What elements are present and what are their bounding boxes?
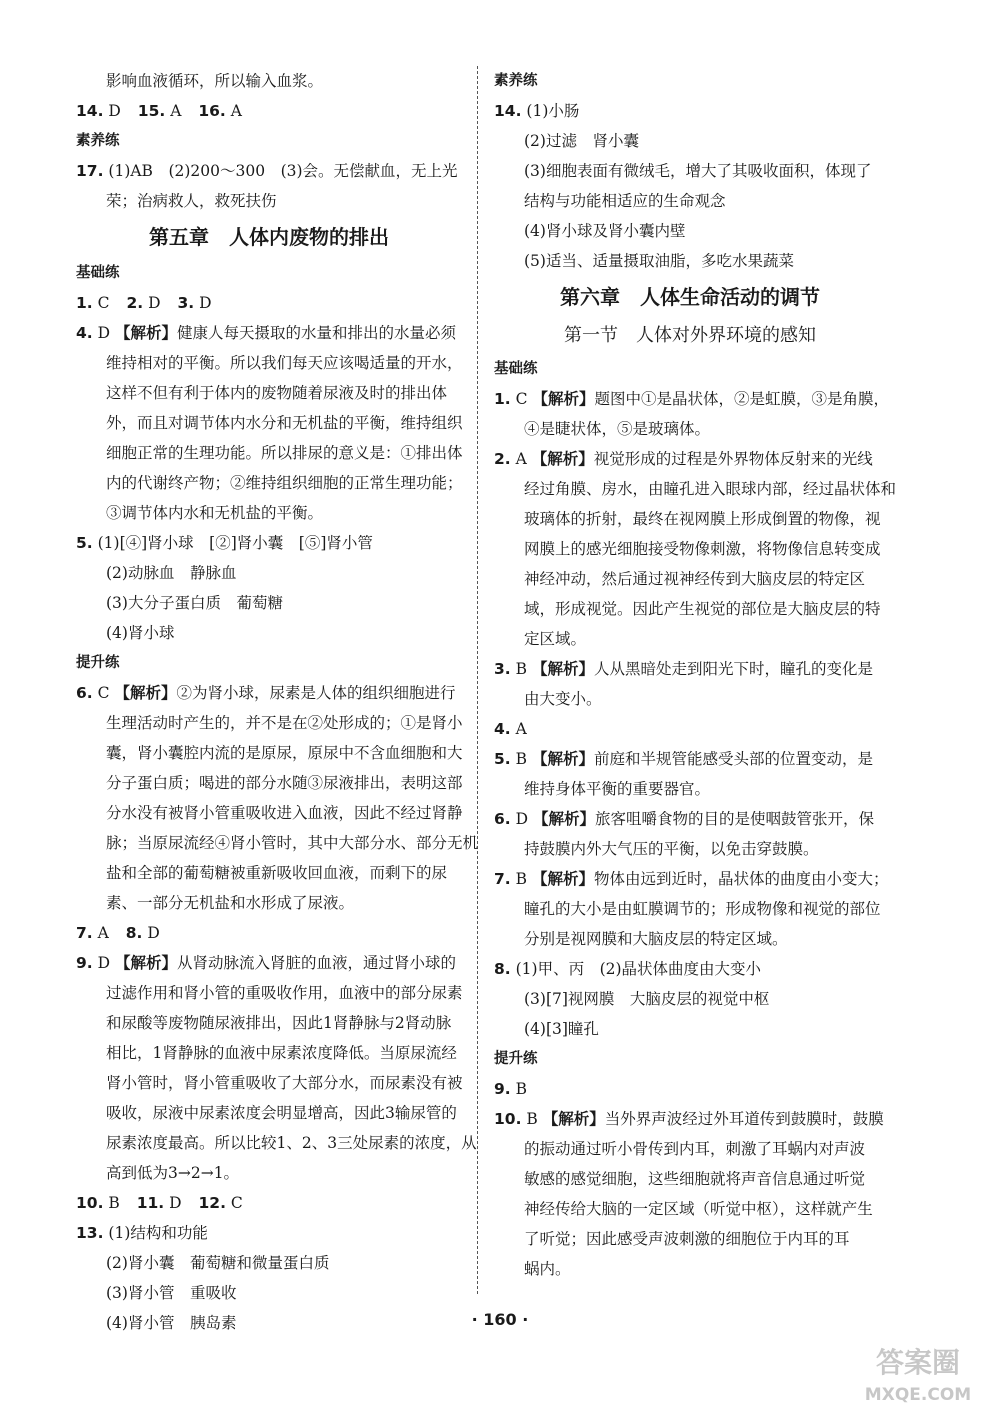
question-number: 7. <box>76 924 93 942</box>
chapter-title: 第五章 人体内废物的排出 <box>149 225 389 249</box>
text-line: 盐和全部的葡萄糖被重新吸收回血液，而剩下的尿 <box>106 864 448 882</box>
text-line: (4)肾小管 胰岛素 <box>106 1314 237 1332</box>
text-line: 网膜上的感光细胞接受物像刺激，将物像信息转变成 <box>524 540 881 558</box>
question-number: 6. <box>76 684 93 702</box>
answer-line <box>76 678 462 708</box>
answer-line <box>76 1188 462 1218</box>
question-number: 3. <box>494 660 511 678</box>
answer-line <box>494 96 886 126</box>
analysis-text: 人从黑暗处走到阳光下时，瞳孔的变化是 <box>593 660 873 678</box>
analysis-label: 【解析】 <box>533 810 596 828</box>
text-line: 影响血液循环，所以输入血浆。 <box>106 72 324 90</box>
text-line: 和尿酸等废物随尿液排出，因此1肾静脉与2肾动脉 <box>106 1014 452 1032</box>
text-line: 神经冲动，然后通过视神经传到大脑皮层的特定区 <box>524 570 866 588</box>
answer-text: (1)结构和功能 <box>108 1224 208 1242</box>
answer-line <box>494 1104 886 1134</box>
text-line: 肾小管时，肾小管重吸收了大部分水，而尿素没有被 <box>106 1074 463 1092</box>
section-heading: 素养练 <box>494 73 538 89</box>
section-heading: 提升练 <box>76 655 120 671</box>
analysis-text: 前庭和半规管能感受头部的位置变动，是 <box>593 750 873 768</box>
text-line: 这样不但有利于体内的废物随着尿液及时的排出体 <box>106 384 448 402</box>
text-line: 高到低为3→2→1。 <box>106 1164 240 1182</box>
answer: B <box>108 1194 120 1212</box>
text-line: 结构与功能相适应的生命观念 <box>524 192 726 210</box>
question-number: 7. <box>494 870 511 888</box>
text-line: 相比，1肾静脉的血液中尿素浓度降低。当原尿流经 <box>106 1044 457 1062</box>
answer: A <box>515 720 527 738</box>
question-number: 9. <box>76 954 93 972</box>
text-line: 过滤作用和肾小管的重吸收作用，血液中的部分尿素 <box>106 984 463 1002</box>
question-number: 5. <box>494 750 511 768</box>
answer: A <box>515 450 527 468</box>
text-line: 维持身体平衡的重要器官。 <box>524 780 711 798</box>
analysis-text: 旅客咀嚼食物的目的是使咽鼓管张开，保 <box>595 810 875 828</box>
section-heading: 基础练 <box>494 361 538 377</box>
analysis-label: 【解析】 <box>115 954 178 972</box>
section-heading: 基础练 <box>76 265 120 281</box>
section-title: 第一节 人体对外界环境的感知 <box>564 325 816 346</box>
question-number: 15. <box>137 102 166 120</box>
watermark-logo <box>848 1338 988 1410</box>
question-number: 4. <box>494 720 511 738</box>
analysis-label: 【解析】 <box>542 1110 605 1128</box>
text-line: 荣；治病救人，救死扶伤 <box>106 192 277 210</box>
text-line: 神经传给大脑的一定区域（听觉中枢），这样就产生 <box>524 1200 873 1218</box>
text-line: (3)细胞表面有微绒毛，增大了其吸收面积，体现了 <box>524 162 872 180</box>
text-line: 分别是视网膜和大脑皮层的特定区域。 <box>524 930 788 948</box>
answer-line <box>494 804 886 834</box>
text-line: ③调节体内水和无机盐的平衡。 <box>106 504 324 522</box>
question-number: 9. <box>494 1080 511 1098</box>
page-number: · 160 · <box>471 1310 529 1329</box>
analysis-text: 当外界声波经过外耳道传到鼓膜时，鼓膜 <box>604 1110 884 1128</box>
svg-text:答案圈: 答案圈 <box>875 1346 961 1379</box>
answer-line <box>76 1218 462 1248</box>
right-column <box>494 66 897 1284</box>
answer: D <box>97 954 111 972</box>
answer: B <box>515 1080 528 1098</box>
svg-text:MXQE.COM: MXQE.COM <box>864 1385 972 1405</box>
analysis-text: ②为肾小球，尿素是人体的组织细胞进行 <box>176 684 456 702</box>
analysis-label: 【解析】 <box>532 390 595 408</box>
answer: A <box>97 924 109 942</box>
answer-line <box>76 156 462 186</box>
left-column <box>76 66 479 1338</box>
answer-line <box>494 654 886 684</box>
question-number: 17. <box>76 162 104 180</box>
answer: B <box>515 660 528 678</box>
text-line: 敏感的感觉细胞，这些细胞就将声音信息通过听觉 <box>524 1170 866 1188</box>
analysis-label: 【解析】 <box>531 750 594 768</box>
answer: D <box>515 810 529 828</box>
answer-line <box>494 1074 886 1104</box>
answer-text: (1)甲、丙 (2)晶状体曲度由大变小 <box>515 960 762 978</box>
question-number: 3. <box>177 294 195 312</box>
answer-line <box>494 384 889 414</box>
question-number: 8. <box>494 960 511 978</box>
question-number: 6. <box>494 810 511 828</box>
analysis-label: 【解析】 <box>531 870 594 888</box>
answer: D <box>169 1194 182 1212</box>
text-line: (2)肾小囊 葡萄糖和微量蛋白质 <box>106 1254 330 1272</box>
question-number: 12. <box>198 1194 226 1212</box>
analysis-label: 【解析】 <box>531 450 594 468</box>
section-heading: 素养练 <box>76 133 120 149</box>
answer: A <box>170 102 182 120</box>
text-line: 经过角膜、房水，由瞳孔进入眼球内部，经过晶状体和 <box>524 480 897 498</box>
answer-line <box>76 318 462 348</box>
text-line: 囊，肾小囊腔内流的是原尿，原尿中不含血细胞和大 <box>106 744 463 762</box>
answer-line <box>494 954 886 984</box>
analysis-text: 从肾动脉流入肾脏的血液，通过肾小球的 <box>177 954 457 972</box>
text-line: 玻璃体的折射，最终在视网膜上形成倒置的物像，视 <box>524 510 881 528</box>
watermark-icon <box>848 1338 988 1410</box>
answer: B <box>515 870 528 888</box>
analysis-text: 题图中①是晶状体，②是虹膜，③是角膜， <box>594 390 889 408</box>
question-number: 14. <box>494 102 522 120</box>
text-line: 脉；当原尿流经④肾小管时，其中大部分水、部分无机 <box>106 834 479 852</box>
question-number: 14. <box>76 102 104 120</box>
text-line: 分水没有被肾小管重吸收进入血液，因此不经过肾静 <box>106 804 463 822</box>
text-line: 的振动通过听小骨传到内耳，刺激了耳蜗内对声波 <box>524 1140 866 1158</box>
answer-line <box>76 528 462 558</box>
column-divider <box>477 66 478 1294</box>
text-line: 域，形成视觉。因此产生视觉的部位是大脑皮层的特 <box>524 600 881 618</box>
question-number: 5. <box>76 534 93 552</box>
text-line: (3)肾小管 重吸收 <box>106 1284 237 1302</box>
analysis-text: 健康人每天摄取的水量和排出的水量必须 <box>177 324 457 342</box>
text-line: 外，而且对调节体内水分和无机盐的平衡，维持组织 <box>106 414 463 432</box>
answer-line <box>76 288 462 318</box>
analysis-label: 【解析】 <box>531 660 594 678</box>
question-number: 11. <box>136 1194 165 1212</box>
text-line: 吸收，尿液中尿素浓度会明显增高，因此3输尿管的 <box>106 1104 457 1122</box>
text-line: 瞳孔的大小是由虹膜调节的；形成物像和视觉的部位 <box>524 900 881 918</box>
analysis-text: 物体由远到近时，晶状体的曲度由小变大； <box>593 870 889 888</box>
question-number: 10. <box>76 1194 104 1212</box>
answer-line <box>494 864 889 894</box>
question-number: 13. <box>76 1224 104 1242</box>
text-line: (2)动脉血 静脉血 <box>106 564 237 582</box>
text-line: (2)过滤 肾小囊 <box>524 132 639 150</box>
text-line: 分子蛋白质；喝进的部分水随③尿液排出，表明这部 <box>106 774 463 792</box>
question-number: 1. <box>494 390 511 408</box>
text-line: (4)[3]瞳孔 <box>524 1020 599 1038</box>
question-number: 10. <box>494 1110 522 1128</box>
answer: C <box>515 390 528 408</box>
answer: C <box>97 684 110 702</box>
answer-line <box>76 948 462 978</box>
question-number: 1. <box>76 294 93 312</box>
question-number: 16. <box>198 102 226 120</box>
text-line: 生理活动时产生的，并不是在②处形成的；①是肾小 <box>106 714 463 732</box>
analysis-text: 视觉形成的过程是外界物体反射来的光线 <box>593 450 873 468</box>
answer: C <box>230 1194 243 1212</box>
text-line: (4)肾小球及肾小囊内壁 <box>524 222 686 240</box>
text-line: 细胞正常的生理功能。所以排尿的意义是：①排出体 <box>106 444 463 462</box>
text-line: 蜗内。 <box>524 1260 571 1278</box>
answer: B <box>526 1110 538 1128</box>
question-number: 2. <box>126 294 144 312</box>
answer: A <box>230 102 242 120</box>
question-number: 8. <box>125 924 143 942</box>
answer-line <box>494 714 886 744</box>
answer: D <box>147 924 160 942</box>
answer: C <box>97 294 110 312</box>
text-line: (4)肾小球 <box>106 624 175 642</box>
text-line: 内的代谢终产物；②维持组织细胞的正常生理功能； <box>106 474 463 492</box>
answer-line <box>494 444 886 474</box>
text-line: 素、一部分无机盐和水形成了尿液。 <box>106 894 355 912</box>
text-line: 尿素浓度最高。所以比较1、2、3三处尿素的浓度，从 <box>106 1134 477 1152</box>
answer-line <box>76 918 462 948</box>
question-number: 4. <box>76 324 93 342</box>
analysis-label: 【解析】 <box>115 324 178 342</box>
chapter-title: 第六章 人体生命活动的调节 <box>560 285 820 309</box>
text-line: 由大变小。 <box>524 690 602 708</box>
answer-line <box>76 96 462 126</box>
question-number: 2. <box>494 450 511 468</box>
text-line: (3)大分子蛋白质 葡萄糖 <box>106 594 283 612</box>
analysis-label: 【解析】 <box>114 684 177 702</box>
text-line: (3)[7]视网膜 大脑皮层的视觉中枢 <box>524 990 770 1008</box>
answer-text: (1)[④]肾小球 [②]肾小囊 [⑤]肾小管 <box>97 534 373 552</box>
answer: B <box>515 750 528 768</box>
text-line: 了听觉；因此感受声波刺激的细胞位于内耳的耳 <box>524 1230 850 1248</box>
text-line: 持鼓膜内外大气压的平衡，以免击穿鼓膜。 <box>524 840 819 858</box>
answer: D <box>97 324 111 342</box>
text-line: 定区域。 <box>524 630 587 648</box>
text-line: 维持相对的平衡。所以我们每天应该喝适量的开水， <box>106 354 463 372</box>
text-line: (5)适当、适量摄取油脂，多吃水果蔬菜 <box>524 252 794 270</box>
answer-line <box>494 744 886 774</box>
answer: D <box>108 102 121 120</box>
answer: D <box>148 294 161 312</box>
answer-text: (1)小肠 <box>526 102 580 120</box>
section-heading: 提升练 <box>494 1051 538 1067</box>
answer: D <box>199 294 212 312</box>
text-line: ④是睫状体，⑤是玻璃体。 <box>524 420 711 438</box>
answer-text: (1)AB (2)200～300 (3)会。无偿献血，无上光 <box>108 162 458 180</box>
